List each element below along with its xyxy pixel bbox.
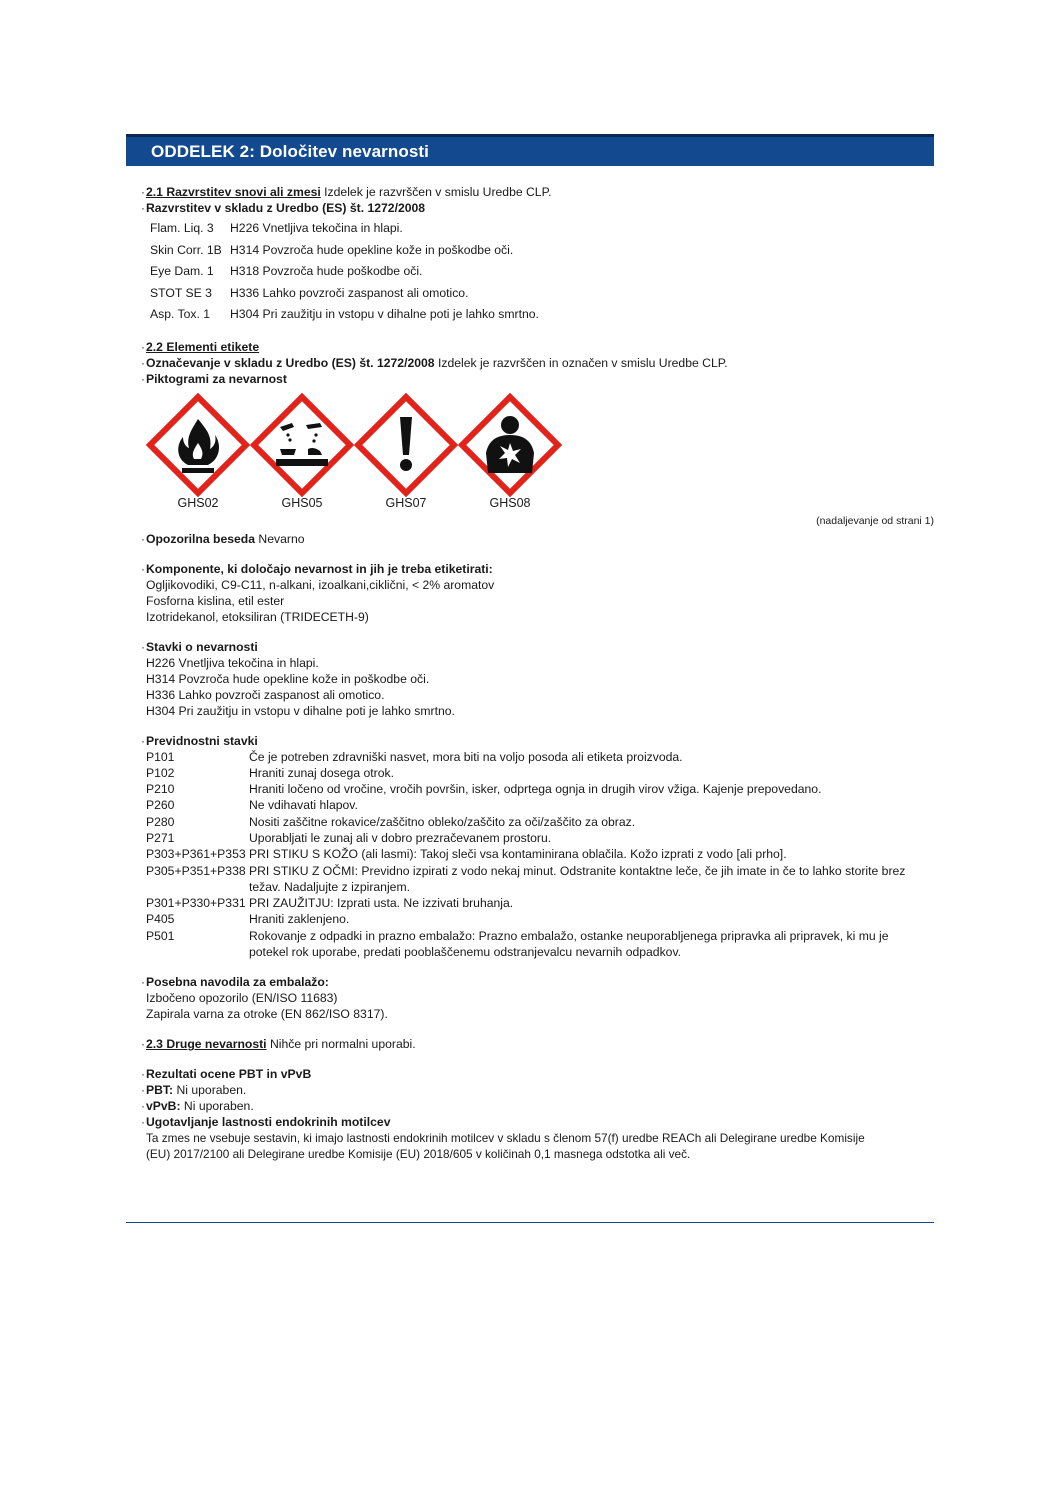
precaution-text: Uporabljati le zunaj ali v dobro prezračevanem prostoru.	[249, 830, 552, 845]
s23-line: · 2.3 Druge nevarnosti Nihče pri normalni uporabi.	[141, 1037, 416, 1052]
endo-text-line: (EU) 2017/2100 ali Delegirane uredbe Komisije (EU) 2018/605 v količinah 0,1 masnega odstotka ali več.	[146, 1147, 691, 1162]
pictogram-ghs02	[146, 393, 250, 513]
signal-line: · Opozorilna beseda Nevarno	[141, 531, 305, 546]
precaution-row	[146, 911, 936, 927]
section-bottom-rule	[126, 1222, 934, 1223]
class-text: H314 Povzroča hude opekline kože in poškodbe oči.	[230, 242, 514, 257]
class-text: H336 Lahko povzroči zaspanost ali omotico.	[230, 285, 469, 300]
pictogram-label: GHS02	[177, 495, 219, 510]
vpvb-line: · vPvB: Ni uporaben.	[141, 1099, 254, 1114]
pbt-line: · PBT: Ni uporaben.	[141, 1083, 247, 1098]
vpvb-value: Ni uporaben.	[180, 1099, 254, 1114]
endo-heading-line: · Ugotavljanje lastnosti endokrinih motilcev	[141, 1115, 391, 1130]
precaution-text: Rokovanje z odpadki in prazno embalažo: Prazno embalažo, ostanke neuporabljenega pripravka ali pripravek, ki mu je potekel rok uporabe, predati pooblaščenemu odstranjevalcu nevarnih odpadkov.	[249, 928, 889, 960]
precaution-text: Nositi zaščitne rokavice/zaščitno obleko/zaščito za oči/zaščito za obraz.	[249, 814, 636, 829]
precaution-code: P101	[146, 749, 175, 764]
s22-label-text: Izdelek je razvrščen in označen v smislu Uredbe CLP.	[434, 355, 728, 370]
classification-row	[146, 304, 936, 326]
precaution-row	[146, 797, 936, 813]
pictogram-ghs08	[458, 393, 562, 513]
signal-heading: Opozorilna beseda	[146, 531, 256, 546]
precaution-code: P271	[146, 830, 175, 845]
component-item: Fosforna kislina, etil ester	[146, 593, 285, 608]
s22-picto-line: · Piktogrami za nevarnost	[141, 371, 287, 386]
precaution-row	[146, 749, 936, 765]
pictogram-row	[146, 393, 936, 513]
hazard-statement: H304 Pri zaužitju in vstopu v dihalne poti je lahko smrtno.	[146, 703, 455, 718]
precaution-text: Hraniti zaklenjeno.	[249, 912, 350, 927]
s21-line: · 2.1 Razvrstitev snovi ali zmesi Izdelek je razvrščen v smislu Uredbe CLP.	[141, 185, 552, 199]
precaution-text: Hraniti zunaj dosega otrok.	[249, 765, 394, 780]
classification-row	[146, 261, 936, 283]
class-text: H304 Pri zaužitju in vstopu v dihalne poti je lahko smrtno.	[230, 307, 539, 321]
packaging-item: Izbočeno opozorilo (EN/ISO 11683)	[146, 991, 338, 1006]
precaution-row	[146, 928, 936, 961]
packaging-item: Zapirala varna za otroke (EN 862/ISO 8317).	[146, 1007, 388, 1022]
classification-list	[146, 218, 936, 326]
endo-text-line: Ta zmes ne vsebuje sestavin, ki imajo lastnosti endokrinih motilcev v skladu s členom 57(f) uredbe REACh ali Delegirane uredbe Komisije	[146, 1131, 865, 1146]
health-hazard-icon	[458, 393, 562, 497]
precaution-code: P210	[146, 782, 175, 797]
s21-heading: 2.1 Razvrstitev snovi ali zmesi	[146, 185, 321, 199]
section-content	[141, 184, 936, 1162]
components-heading: Komponente, ki določajo nevarnost in jih je treba etiketirati:	[146, 561, 493, 576]
precaution-text: PRI STIKU Z OČMI: Previdno izpirati z vodo nekaj minut. Odstranite kontaktne leče, če jih imate in če to lahko storite brez težav. Nadaljujte z izpiranjem.	[249, 863, 906, 894]
hazard-statement: H336 Lahko povzroči zaspanost ali omotico.	[146, 687, 385, 702]
s21-class-heading-line: · Razvrstitev v skladu z Uredbo (ES) št. 1272/2008	[141, 201, 426, 215]
pictogram-label: GHS07	[385, 495, 427, 510]
classification-row	[146, 240, 936, 262]
packaging-heading-line: · Posebna navodila za embalažo:	[141, 975, 329, 990]
precaution-code: P260	[146, 798, 175, 813]
class-text: H226 Vnetljiva tekočina in hlapi.	[230, 221, 403, 235]
precaution-code: P280	[146, 814, 175, 829]
pictogram-ghs05	[250, 393, 354, 513]
pbt-heading: Rezultati ocene PBT in vPvB	[146, 1067, 312, 1082]
components-heading-line: · Komponente, ki določajo nevarnost in jih je treba etiketirati:	[141, 561, 493, 576]
pbt-label: PBT:	[146, 1083, 174, 1098]
precaution-text: PRI STIKU S KOŽO (ali lasmi): Takoj sleči vsa kontaminirana oblačila. Kožo izprati z vodo [ali prho].	[249, 847, 787, 862]
precaution-code: P301+P330+P331	[146, 896, 246, 911]
precaution-text: PRI ZAUŽITJU: Izprati usta. Ne izzivati bruhanja.	[249, 896, 514, 911]
precaution-code: P102	[146, 765, 175, 780]
signal-word: Nevarno	[255, 531, 305, 546]
picto-heading: Piktogrami za nevarnost	[146, 371, 287, 386]
precaution-code: P303+P361+P353	[146, 847, 246, 862]
precaution-row	[146, 863, 936, 896]
s21-class-heading: Razvrstitev v skladu z Uredbo (ES) št. 1272/2008	[146, 201, 426, 215]
section-title: ODDELEK 2: Določitev nevarnosti	[151, 142, 429, 161]
vpvb-label: vPvB:	[146, 1099, 181, 1114]
pictogram-ghs07	[354, 393, 458, 513]
s22-heading: 2.2 Elementi etikete	[146, 339, 260, 354]
component-item: Izotridekanol, etoksiliran (TRIDECETH-9)	[146, 609, 369, 624]
precaution-row	[146, 814, 936, 830]
s23-heading: 2.3 Druge nevarnosti	[146, 1037, 267, 1052]
classification-row	[146, 218, 936, 240]
precaution-text: Če je potreben zdravniški nasvet, mora biti na voljo posoda ali etiketa proizvoda.	[249, 749, 683, 764]
class-code: Flam. Liq. 3	[150, 221, 214, 235]
precaution-heading: Previdnostni stavki	[146, 733, 258, 748]
class-code: Skin Corr. 1B	[150, 242, 222, 257]
precaution-row	[146, 895, 936, 911]
classification-row	[146, 283, 936, 305]
precaution-row	[146, 765, 936, 781]
pictogram-label: GHS05	[281, 495, 323, 510]
flame-icon	[146, 393, 250, 497]
class-text: H318 Povzroča hude poškodbe oči.	[230, 264, 423, 278]
precaution-text: Ne vdihavati hlapov.	[249, 798, 358, 813]
class-code: Asp. Tox. 1	[150, 307, 211, 321]
continuation-note: (nadaljevanje od strani 1)	[816, 514, 934, 527]
precaution-code: P501	[146, 928, 175, 943]
s22-label-line: · Označevanje v skladu z Uredbo (ES) št. 1272/2008 Izdelek je razvrščen in označen v smislu Uredbe CLP.	[141, 355, 728, 370]
packaging-heading: Posebna navodila za embalažo:	[146, 975, 329, 990]
corrosion-icon	[250, 393, 354, 497]
precaution-code: P305+P351+P338	[146, 863, 246, 878]
component-item: Ogljikovodiki, C9-C11, n-alkani, izoalkani,ciklični, < 2% aromatov	[146, 577, 495, 592]
precaution-code: P405	[146, 912, 175, 927]
s23-text: Nihče pri normalni uporabi.	[266, 1037, 416, 1052]
class-code: Eye Dam. 1	[150, 264, 214, 278]
precaution-row	[146, 846, 936, 862]
precaution-row	[146, 830, 936, 846]
s22-label-heading: Označevanje v skladu z Uredbo (ES) št. 1272/2008	[146, 355, 435, 370]
pbt-heading-line: · Rezultati ocene PBT in vPvB	[141, 1067, 312, 1082]
hazard-statement: H226 Vnetljiva tekočina in hlapi.	[146, 655, 319, 670]
s21-text: Izdelek je razvrščen v smislu Uredbe CLP.	[320, 185, 552, 199]
s22-line: · 2.2 Elementi etikete	[141, 339, 260, 354]
pictogram-label: GHS08	[489, 495, 531, 510]
hazard-heading-line: · Stavki o nevarnosti	[141, 639, 258, 654]
class-code: STOT SE 3	[150, 285, 212, 300]
precaution-heading-line: · Previdnostni stavki	[141, 733, 258, 748]
hazard-heading: Stavki o nevarnosti	[146, 639, 258, 654]
continuation-wrap	[146, 513, 936, 531]
exclamation-icon	[354, 393, 458, 497]
hazard-statement: H314 Povzroča hude opekline kože in poškodbe oči.	[146, 671, 430, 686]
precaution-text: Hraniti ločeno od vročine, vročih površin, isker, odprtega ognja in drugih virov vžiga. Kajenje prepovedano.	[249, 782, 822, 797]
precaution-list	[146, 749, 936, 961]
endo-heading: Ugotavljanje lastnosti endokrinih motilcev	[146, 1115, 391, 1130]
section-header-bar	[126, 134, 934, 166]
pbt-value: Ni uporaben.	[173, 1083, 247, 1098]
precaution-row	[146, 781, 936, 797]
